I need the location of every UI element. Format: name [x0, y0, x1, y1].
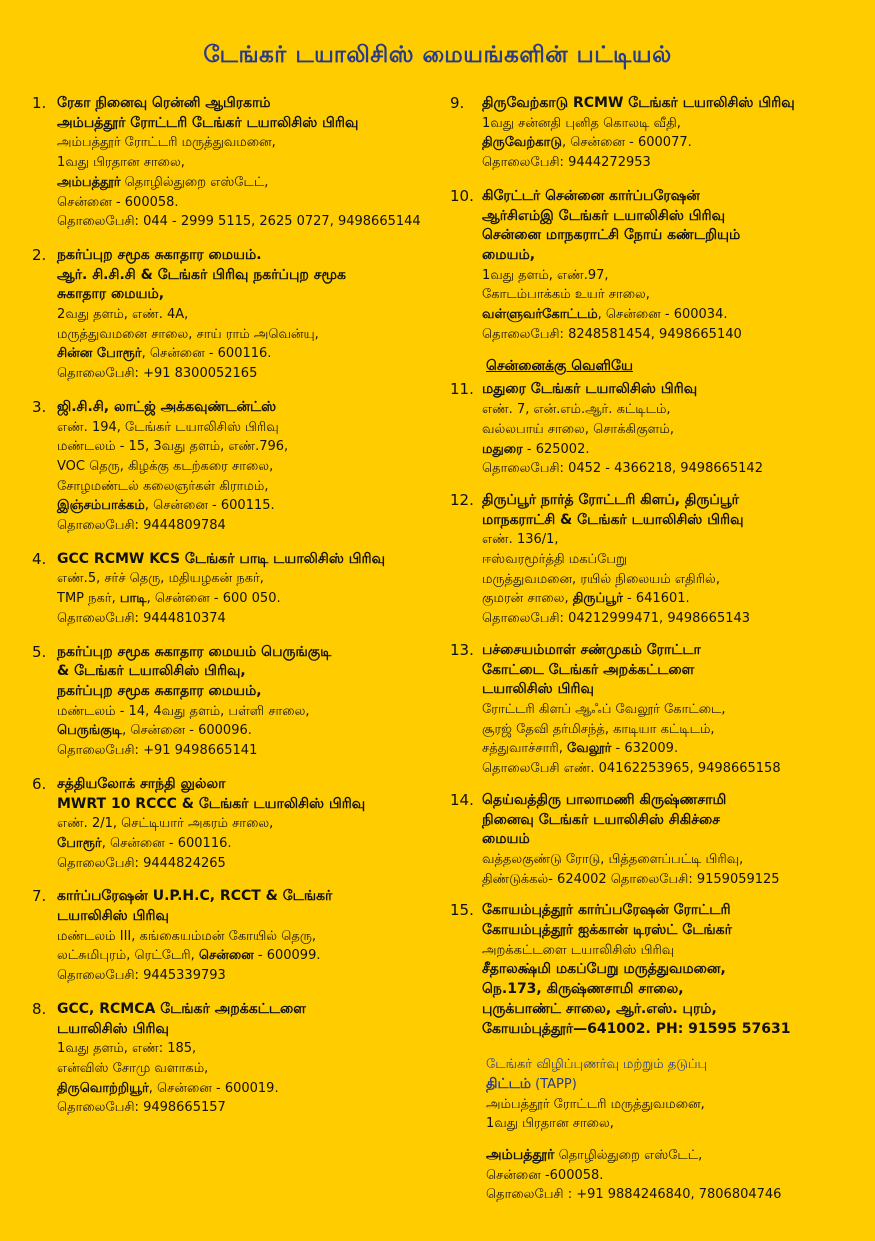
entry-line	[57, 496, 452, 516]
entry-place-name: வேலூர்	[566, 741, 612, 757]
entry-line: 1வது தளம், எண்: 185,	[57, 1041, 197, 1057]
entry-line: தொலைபேசி எண். 04162253965, 9498665158	[482, 761, 781, 777]
entry-place-name: வள்ளுவர்கோட்டம்	[482, 307, 598, 323]
entry-line	[57, 834, 452, 854]
entry-place-name: திருவொற்றியூர்	[57, 1080, 149, 1096]
entry-line: வல்லபாய் சாலை, சொக்கிகுளம்,	[482, 421, 674, 437]
entry-line	[57, 721, 452, 741]
entry-line	[482, 589, 850, 609]
entry-line: எண்.5, சர்ச் தெரு, மதியழகன் நகர்,	[57, 571, 264, 587]
tapp-place-name: அம்பத்தூர்	[486, 1147, 555, 1164]
entry-line: மையம்,	[482, 246, 536, 263]
entry-line: நினைவு டேங்கர் டயாலிசிஸ் சிகிச்சை	[482, 811, 720, 828]
entry-line: மருத்துவமனை சாலை, சாய் ராம் அவென்யு,	[57, 326, 319, 342]
entry-text: குமரன் சாலை,	[482, 591, 573, 607]
entry-place-name: இஞ்சம்பாக்கம்	[57, 498, 145, 514]
entry-place-name: பாடி	[119, 591, 147, 607]
entry-place-name: அம்பத்தூர்	[57, 174, 121, 190]
entry-line: 1வது பிரதான சாலை,	[57, 155, 185, 171]
tapp-phone: தொலைபேசி : +91 9884246840, 7806804746	[486, 1187, 782, 1203]
center-entry	[32, 246, 452, 384]
entry-line: மண்டலம் - 14, 4வது தளம், பள்ளி சாலை,	[57, 703, 310, 719]
center-entry	[32, 550, 452, 629]
entry-line: அறக்கட்டளை டயாலிசிஸ் பிரிவு	[482, 942, 675, 958]
tapp-line	[486, 1146, 850, 1166]
entry-line: சத்தியலோக் சாந்தி லுல்லா	[57, 775, 226, 792]
entry-body	[482, 94, 850, 173]
entry-line: சென்னை - 600058.	[57, 194, 179, 210]
entry-number: 14.	[450, 790, 474, 809]
entry-line: மண்டலம் - 15, 3வது தளம், எண்.796,	[57, 439, 289, 455]
entry-line: அம்பத்தூர் ரோட்டரி டேங்கர் டயாலிசிஸ் பிரிவு	[57, 114, 359, 131]
entry-line: நகர்ப்புற சமூக சுகாதார மையம் பெருங்குடி	[57, 643, 332, 660]
entry-line: தொலைபேசி: 0452 - 4366218, 9498665142	[482, 461, 763, 477]
entry-text: , சென்னை - 600077.	[561, 135, 692, 151]
entry-line	[482, 305, 850, 325]
entry-line: தொலைபேசி: 9444810374	[57, 610, 226, 626]
center-entry	[450, 94, 850, 173]
entry-line	[482, 440, 850, 460]
entry-place-name: பெருங்குடி	[57, 723, 123, 739]
tapp-line: சென்னை -600058.	[486, 1167, 604, 1183]
entry-line: நெ.173, கிருஷ்ணசாமி சாலை,	[482, 981, 684, 998]
entry-line	[57, 589, 452, 609]
entry-line: VOC தெரு, கிழக்கு கடற்கரை சாலை,	[57, 458, 274, 474]
entry-number: 5.	[32, 642, 47, 661]
entry-number: 2.	[32, 245, 47, 264]
section-subheading: சென்னைக்கு வெளியே	[486, 358, 633, 375]
entry-line: புருக்பாண்ட் சாலை, ஆர்.எஸ். புரம்,	[482, 1000, 717, 1017]
entry-text: - 600099.	[253, 948, 321, 964]
entry-line: சுகாதார மையம்,	[57, 286, 165, 303]
entry-place-name: மதுரை	[482, 441, 523, 457]
entry-line: சோழமண்டல் கலைஞர்கள் கிராமம்,	[57, 478, 269, 494]
center-entry	[450, 791, 850, 890]
entry-line: கோட்டை டேங்கர் அறக்கட்டளை	[482, 661, 695, 678]
entry-line: & டேங்கர் டயாலிசிஸ் பிரிவு,	[57, 663, 246, 680]
entry-line: ரேகா நினைவு ரென்னி ஆபிரகாம்	[57, 95, 271, 111]
entry-line: டயாலிசிஸ் பிரிவு	[482, 681, 594, 698]
entry-body	[482, 491, 850, 629]
entry-number: 9.	[450, 94, 465, 112]
entry-line: தெய்வத்திரு பாலாமணி கிருஷ்ணசாமி	[482, 791, 727, 808]
entry-line: சூரஜ் தேவி தர்மிசந்த், காடியா கட்டிடம்,	[482, 721, 715, 737]
entry-body	[57, 1000, 452, 1118]
entry-text: - 625002.	[522, 441, 590, 457]
page-title: டேங்கர் டயாலிசிஸ் மையங்களின் பட்டியல்	[203, 42, 672, 68]
entry-line: அம்பத்தூர் ரோட்டரி மருத்துவமனை,	[57, 135, 276, 151]
entry-number: 8.	[32, 999, 47, 1018]
entry-number: 6.	[32, 774, 47, 793]
left-column	[32, 94, 452, 1118]
entry-line: சீதாலக்ஷ்மி மகப்பேறு மருத்துவமனை,	[482, 961, 726, 978]
entry-place-name: சின்ன போரூர்	[57, 346, 142, 362]
entry-number: 10.	[450, 186, 474, 205]
entry-number: 13.	[450, 640, 474, 659]
entry-line: மையம்	[482, 831, 530, 848]
center-entry	[32, 775, 452, 874]
entry-line: திருவேற்காடு RCMW டேங்கர் டயாலிசிஸ் பிரிவு	[482, 95, 795, 111]
entry-body	[482, 380, 850, 479]
entry-number: 3.	[32, 397, 47, 416]
entry-line: பச்சையம்மாள் சண்முகம் ரோட்டா	[482, 641, 701, 658]
entry-body	[57, 94, 452, 232]
entry-line: ஈஸ்வரமூர்த்தி மகப்பேறு	[482, 552, 627, 568]
entry-place-name: சென்னை	[198, 948, 254, 964]
entry-line: தொலைபேசி: 9498665157	[57, 1100, 226, 1116]
entry-text: , சென்னை - 600019.	[148, 1080, 279, 1096]
entry-body	[57, 775, 452, 874]
center-entry	[450, 641, 850, 779]
tapp-heading: டேங்கர் விழிப்புணர்வு மற்றும் தடுப்பு	[486, 1057, 708, 1073]
entry-line: திண்டுக்கல்- 624002 தொலைபேசி: 9159059125	[482, 871, 780, 887]
tapp-acronym: (TAPP)	[531, 1076, 577, 1092]
entry-line	[482, 739, 850, 759]
entry-line: ரோட்டரி கிளப் ஆஃப் வேலூர் கோட்டை,	[482, 701, 726, 717]
right-column	[450, 94, 850, 1205]
entry-line	[482, 133, 850, 153]
tapp-block	[486, 1055, 850, 1205]
entry-line: 1வது சன்னதி புனித கொலடி வீதி,	[482, 115, 681, 131]
entry-line	[57, 1079, 452, 1099]
entry-line: 2வது தளம், எண். 4A,	[57, 307, 189, 323]
center-entry	[32, 398, 452, 536]
entry-body	[57, 887, 452, 986]
entry-line: சென்னை மாநகராட்சி நோய் கண்டறியும்	[482, 227, 741, 244]
entry-line: மண்டலம் III, கங்கையம்மன் கோயில் தெரு,	[57, 928, 316, 944]
entry-line: தொலைபேசி: +91 9498665141	[57, 743, 258, 759]
entry-line: ஆர். சி.சி.சி & டேங்கர் பிரிவு நகர்ப்புற சமூக	[57, 266, 347, 283]
entry-line: டயாலிசிஸ் பிரிவு	[57, 908, 169, 925]
entry-text: , சென்னை - 600116.	[101, 835, 232, 851]
entry-line: நகர்ப்புற சமூக சுகாதார மையம்.	[57, 246, 262, 263]
entry-text: சத்துவாச்சாரி,	[482, 741, 567, 757]
entry-body	[482, 187, 850, 345]
entry-body	[57, 398, 452, 536]
entry-body	[57, 246, 452, 384]
entry-line: திருப்பூர் நார்த் ரோட்டரி கிளப், திருப்பூர்	[482, 491, 739, 508]
entry-line: GCC, RCMCA டேங்கர் அறக்கட்டளை	[57, 1000, 306, 1017]
entry-body	[57, 643, 452, 761]
entry-line: கார்ப்பரேஷன் U.P.H.C, RCCT & டேங்கர்	[57, 888, 333, 905]
entry-text: , சென்னை - 600 050.	[146, 591, 281, 607]
entry-text: , சென்னை - 600096.	[122, 723, 252, 739]
entry-text: TMP நகர்,	[57, 591, 120, 607]
entry-number: 1.	[32, 94, 47, 112]
entry-text: , சென்னை - 600034.	[597, 307, 728, 323]
entry-place-name: திருவேற்காடு	[482, 135, 562, 151]
entry-line: கோயம்புத்தூர்—641002. PH: 91595 57631	[482, 1020, 791, 1037]
tapp-text: தொழில்துறை எஸ்டேட்,	[554, 1148, 703, 1164]
entry-line: கோடம்பாக்கம் உயர் சாலை,	[482, 287, 650, 303]
center-entry	[32, 643, 452, 761]
entry-line: தொலைபேசி: 9444272953	[482, 155, 651, 171]
entry-line: மருத்துவமனை, ரயில் நிலையம் எதிரில்,	[482, 571, 720, 587]
entry-line: எண். 136/1,	[482, 532, 559, 548]
entry-line: நகர்ப்புற சமூக சுகாதார மையம்,	[57, 682, 262, 699]
center-entry	[450, 901, 850, 1039]
entry-line: தொலைபேசி: 9445339793	[57, 968, 226, 984]
tapp-line: 1வது பிரதான சாலை,	[486, 1116, 614, 1132]
entry-text: லட்சுமிபுரம், ரெட்டேரி,	[57, 948, 199, 964]
entry-number: 12.	[450, 490, 474, 509]
entry-line: டயாலிசிஸ் பிரிவு	[57, 1020, 169, 1037]
entry-number: 15.	[450, 901, 474, 920]
entry-number: 4.	[32, 549, 47, 568]
entry-line: கோயம்புத்தூர் ஐக்கான் டிரஸ்ட் டேங்கர்	[482, 922, 732, 939]
entry-text: - 641601.	[622, 591, 690, 607]
entry-text: , சென்னை - 600115.	[144, 498, 275, 514]
entry-line	[57, 173, 452, 193]
entry-line: மதுரை டேங்கர் டயாலிசிஸ் பிரிவு	[482, 381, 698, 398]
center-entry	[450, 187, 850, 345]
entry-line: எண். 2/1, செட்டியார் அகரம் சாலை,	[57, 816, 274, 832]
center-entry	[32, 1000, 452, 1118]
entry-line: MWRT 10 RCCC & டேங்கர் டயாலிசிஸ் பிரிவு	[57, 795, 366, 812]
center-entry	[32, 887, 452, 986]
entry-line: மாநகராட்சி & டேங்கர் டயாலிசிஸ் பிரிவு	[482, 511, 744, 528]
entry-body	[482, 791, 850, 890]
entry-line: தொலைபேசி: 04212999471, 9498665143	[482, 611, 751, 627]
entry-line: ஆர்சிஎம்இ டேங்கர் டயாலிசிஸ் பிரிவு	[482, 207, 725, 224]
entry-number: 7.	[32, 887, 47, 906]
tapp-heading-2	[486, 1075, 850, 1095]
entry-text: , சென்னை - 600116.	[141, 346, 272, 362]
entry-text: தொழில்துறை எஸ்டேட்,	[120, 174, 269, 190]
entry-line: கோயம்புத்தூர் கார்ப்பரேஷன் ரோட்டரி	[482, 902, 731, 919]
center-entry	[450, 491, 850, 629]
entry-number: 11.	[450, 380, 474, 399]
entry-body	[482, 901, 850, 1039]
entry-line: 1வது தளம், எண்.97,	[482, 267, 609, 283]
entry-line: என்விஸ் சோமு வளாகம்,	[57, 1060, 209, 1076]
entry-line: எண். 7, என்.எம்.ஆர். கட்டிடம்,	[482, 402, 671, 418]
entry-place-name: திருப்பூர்	[572, 591, 623, 607]
entry-line: ஜி.சி.சி, லாட்ஜ் அக்கவுண்டன்ட்ஸ்	[57, 398, 277, 415]
entry-body	[482, 641, 850, 779]
entry-line: தொலைபேசி: 044 - 2999 5115, 2625 0727, 9498665144	[57, 214, 421, 230]
entry-line: GCC RCMW KCS டேங்கர் பாடி டயாலிசிஸ் பிரிவு	[57, 550, 386, 567]
entry-line	[57, 946, 452, 966]
entry-text: - 632009.	[611, 741, 679, 757]
entry-line: கிரேட்டர் சென்னை கார்ப்பரேஷன்	[482, 187, 700, 204]
entry-line: தொலைபேசி: 8248581454, 9498665140	[482, 326, 742, 342]
entry-place-name: போரூர்	[57, 835, 102, 851]
entry-line: வத்தலகுண்டு ரோடு, பித்தளைப்பட்டி பிரிவு,	[482, 851, 744, 867]
tapp-heading-bold: திட்டம்	[486, 1075, 532, 1092]
entry-line: தொலைபேசி: +91 8300052165	[57, 366, 258, 382]
entry-line	[57, 344, 452, 364]
entry-line: தொலைபேசி: 9444824265	[57, 855, 226, 871]
entry-line: எண். 194, டேங்கர் டயாலிசிஸ் பிரிவு	[57, 419, 279, 435]
center-entry	[450, 380, 850, 479]
tapp-line: அம்பத்தூர் ரோட்டரி மருத்துவமனை,	[486, 1096, 705, 1112]
entry-line: தொலைபேசி: 9444809784	[57, 518, 226, 534]
entry-body	[57, 550, 452, 629]
center-entry	[32, 94, 452, 232]
